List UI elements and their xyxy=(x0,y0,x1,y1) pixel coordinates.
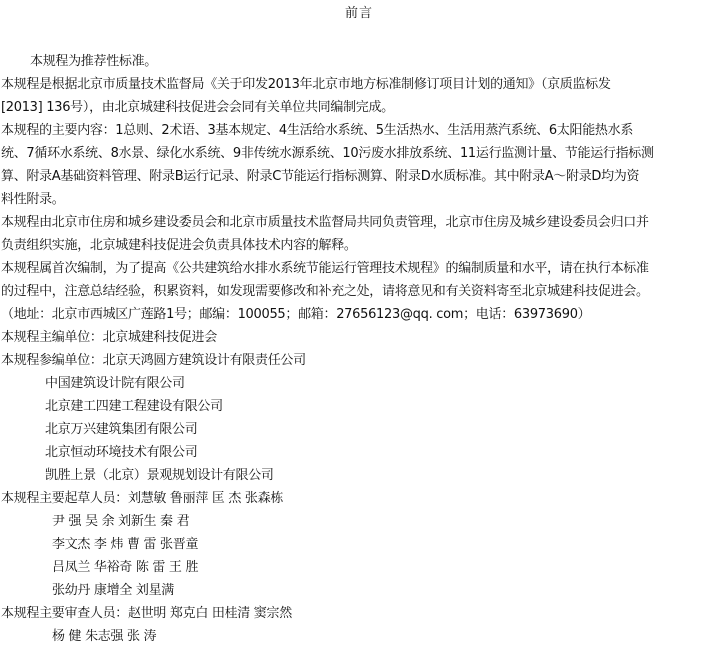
reviewers-section xyxy=(1,602,717,648)
feedback-line: 的过程中，注意总结经验，积累资料，如发现需要修改和补充之处，请将意见和有关资料寄至北京城建科技促进会。 xyxy=(1,284,649,299)
management-line: 本规程由北京市住房和城乡建设委员会和北京市质量技术监督局共同负责管理，北京市住房及城乡建设委员会归口并 xyxy=(1,215,649,230)
feedback-line: （地址：北京市西城区广莲路1号；邮编：100055；邮箱：27656123@qq. com；电话：63973690） xyxy=(1,307,591,322)
drafters-section xyxy=(1,487,717,602)
participants-label: 本规程参编单位：北京天鸿圆方建筑设计有限责任公司 xyxy=(1,353,306,368)
drafters-label: 本规程主要起草人员：刘慧敏 鲁丽萍 匡 杰 张森栋 xyxy=(1,491,284,506)
basis-line: [2013] 136号），由北京城建科技促进会会同有关单位共同编制完成。 xyxy=(1,100,394,115)
content-line: 统、7循环水系统、8水景、绿化水系统、9非传统水源系统、10污废水排放系统、11运行监测计量、节能运行指标测 xyxy=(1,146,654,161)
content-line: 本规程的主要内容：1总则、2术语、3基本规定、4生活给水系统、5生活热水、生活用蒸汽系统、6太阳能热水系 xyxy=(1,123,634,138)
participant-item: 中国建筑设计院有限公司 xyxy=(45,376,185,391)
intro-paragraph: 本规程为推荐性标准。 xyxy=(30,54,158,69)
content-line: 算、附录A基础资料管理、附录B运行记录、附录C节能运行指标测算、附录D水质标准。其中附录A～附录D均为资 xyxy=(1,169,640,184)
management-line: 负责组织实施，北京城建科技促进会负责具体技术内容的解释。 xyxy=(1,238,357,253)
document-body xyxy=(1,50,717,648)
drafter-line: 张幼丹 康增全 刘星满 xyxy=(52,583,174,598)
drafter-line: 吕凤兰 华裕奇 陈 雷 王 胜 xyxy=(52,560,199,575)
feedback-line: 本规程属首次编制，为了提高《公共建筑给水排水系统节能运行管理技术规程》的编制质量和水平，请在执行本标准 xyxy=(1,261,649,276)
drafter-line: 尹 强 吴 余 刘新生 秦 君 xyxy=(52,514,190,529)
basis-paragraph xyxy=(1,73,717,119)
participant-item: 北京恒动环境技术有限公司 xyxy=(45,445,198,460)
management-paragraph xyxy=(1,211,717,257)
participant-item: 凯胜上景（北京）景观规划设计有限公司 xyxy=(45,468,274,483)
content-paragraph xyxy=(1,119,717,211)
document-title: 前言 xyxy=(344,6,373,21)
content-line: 料性附录。 xyxy=(1,192,65,207)
drafter-line: 李文杰 李 炜 曹 雷 张晋童 xyxy=(52,537,199,552)
participant-item: 北京建工四建工程建设有限公司 xyxy=(45,399,223,414)
chief-editor-line: 本规程主编单位：北京城建科技促进会 xyxy=(1,330,217,345)
basis-line: 本规程是根据北京市质量技术监督局《关于印发2013年北京市地方标准制修订项目计划的通知》（京质监标发 xyxy=(1,77,611,92)
reviewer-line: 杨 健 朱志强 张 涛 xyxy=(52,629,157,644)
feedback-paragraph xyxy=(1,257,717,326)
participants-section xyxy=(1,349,717,487)
participant-item: 北京万兴建筑集团有限公司 xyxy=(45,422,198,437)
reviewers-label: 本规程主要审查人员：赵世明 郑克白 田桂清 窦宗然 xyxy=(1,606,292,621)
